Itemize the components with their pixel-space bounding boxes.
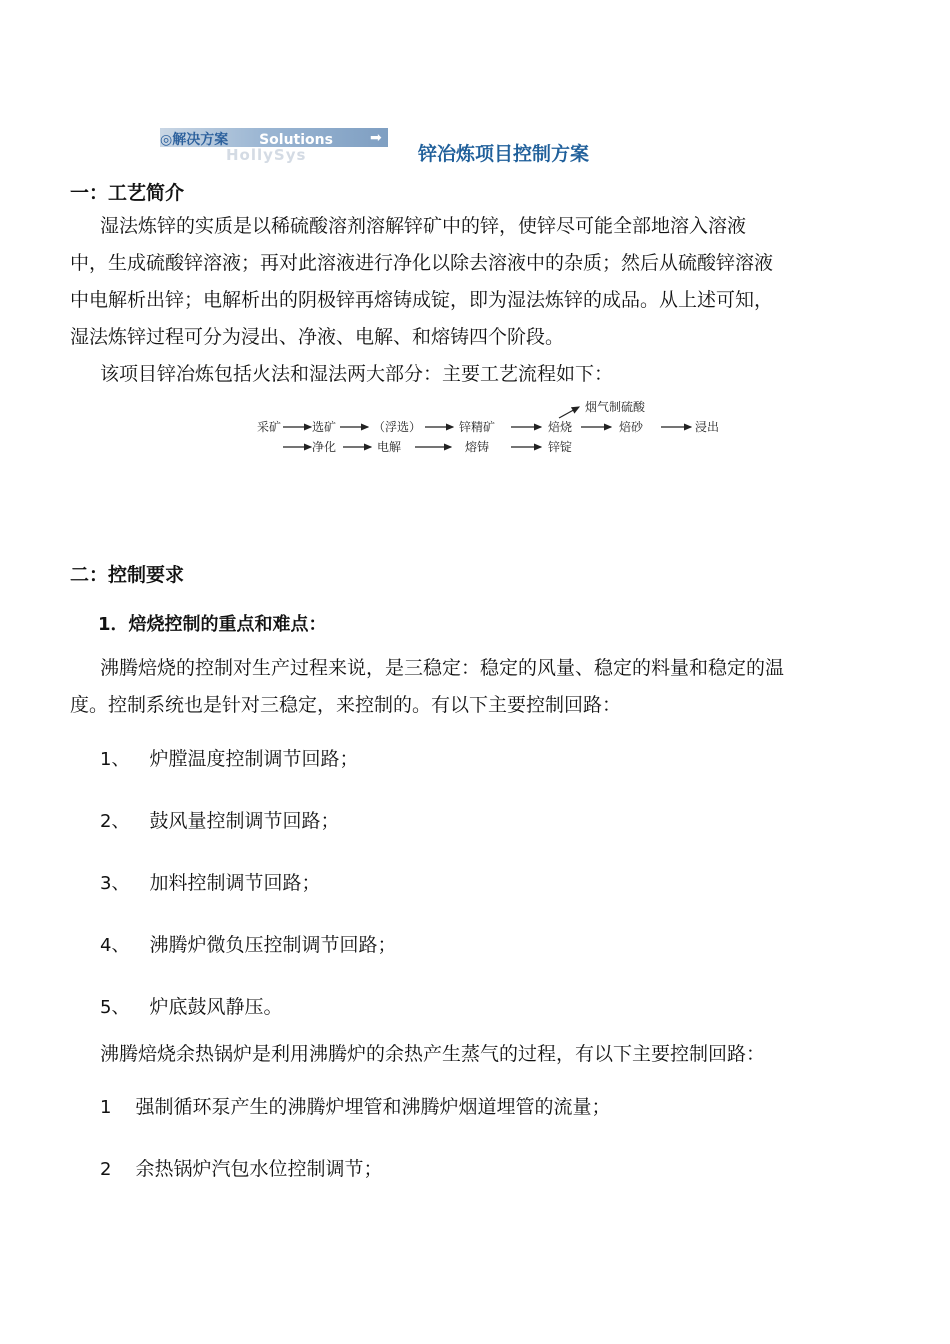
list-number: 1、 xyxy=(100,749,130,770)
document-title: 锌冶炼项目控制方案 xyxy=(418,143,590,165)
flow-step: 电解 xyxy=(377,440,402,454)
paragraph-line: 沸腾焙烧的控制对生产过程来说，是三稳定：稳定的风量、稳定的料量和稳定的温 xyxy=(100,657,785,679)
list-number: 2、 xyxy=(100,811,130,832)
list-item xyxy=(100,1092,611,1119)
flow-step: 锌锭 xyxy=(548,440,573,454)
paragraph-line: 度。控制系统也是针对三稳定，来控制的。有以下主要控制回路： xyxy=(70,694,622,716)
list-number: 2 xyxy=(100,1159,112,1180)
list-item xyxy=(100,806,340,833)
banner-en-label: Solutions xyxy=(259,132,333,148)
list-number: 3、 xyxy=(100,873,130,894)
solutions-banner xyxy=(160,128,388,166)
banner-cn-label: ◎解决方案 xyxy=(160,132,229,148)
list-number: 1 xyxy=(100,1097,112,1118)
flow-step: 净化 xyxy=(312,440,337,454)
list-number: 4、 xyxy=(100,935,130,956)
section-2-paragraph-2: 沸腾焙烧余热锅炉是利用沸腾炉的余热产生蒸气的过程，有以下主要控制回路： xyxy=(100,1043,766,1065)
list-item xyxy=(100,744,359,771)
subsection-heading: 1．焙烧控制的重点和难点： xyxy=(98,614,327,635)
list-text: 炉底鼓风静压。 xyxy=(149,996,283,1018)
list-text: 强制循环泵产生的沸腾炉埋管和沸腾炉烟道埋管的流量； xyxy=(135,1096,611,1118)
flow-step: 熔铸 xyxy=(465,440,490,454)
paragraph-line: 湿法炼锌过程可分为浸出、净液、电解、和熔铸四个阶段。 xyxy=(70,326,565,348)
section-1-paragraph-2: 该项目锌冶炼包括火法和湿法两大部分：主要工艺流程如下： xyxy=(100,363,614,385)
paragraph-line: 湿法炼锌的实质是以稀硫酸溶剂溶解锌矿中的锌，使锌尽可能全部地溶入溶液 xyxy=(100,215,747,237)
list-item xyxy=(100,992,283,1019)
section-2-paragraph xyxy=(70,650,784,724)
brand-logo-text: HollySys xyxy=(226,146,307,164)
list-item xyxy=(100,868,321,895)
list-text: 鼓风量控制调节回路； xyxy=(149,810,340,832)
flow-step: 选矿 xyxy=(312,420,337,434)
process-flow-diagram xyxy=(255,398,735,462)
list-item xyxy=(100,1154,383,1181)
list-number: 5、 xyxy=(100,997,130,1018)
section-2-heading: 二：控制要求 xyxy=(70,564,185,586)
flow-step: 焙砂 xyxy=(619,420,644,434)
paragraph-line: 中电解析出锌；电解析出的阴极锌再熔铸成锭，即为湿法炼锌的成品。从上述可知， xyxy=(70,289,774,311)
section-1-paragraph xyxy=(70,208,773,356)
flow-branch: 烟气制硫酸 xyxy=(585,400,646,414)
list-text: 炉膛温度控制调节回路； xyxy=(149,748,359,770)
flow-step: 焙烧 xyxy=(548,420,573,434)
flow-step: 锌精矿 xyxy=(459,420,496,434)
section-1-heading: 一：工艺简介 xyxy=(70,182,185,204)
flow-step: （浮选） xyxy=(373,420,422,434)
flow-step: 浸出 xyxy=(695,420,720,434)
arrow-right-icon: ➡ xyxy=(370,130,382,146)
paragraph-line: 中，生成硫酸锌溶液；再对此溶液进行净化以除去溶液中的杂质；然后从硫酸锌溶液 xyxy=(70,252,774,274)
list-text: 加料控制调节回路； xyxy=(149,872,321,894)
list-text: 余热锅炉汽包水位控制调节； xyxy=(135,1158,383,1180)
list-text: 沸腾炉微负压控制调节回路； xyxy=(149,934,397,956)
flow-step: 采矿 xyxy=(257,420,282,434)
list-item xyxy=(100,930,397,957)
flow-arrow xyxy=(559,407,579,418)
